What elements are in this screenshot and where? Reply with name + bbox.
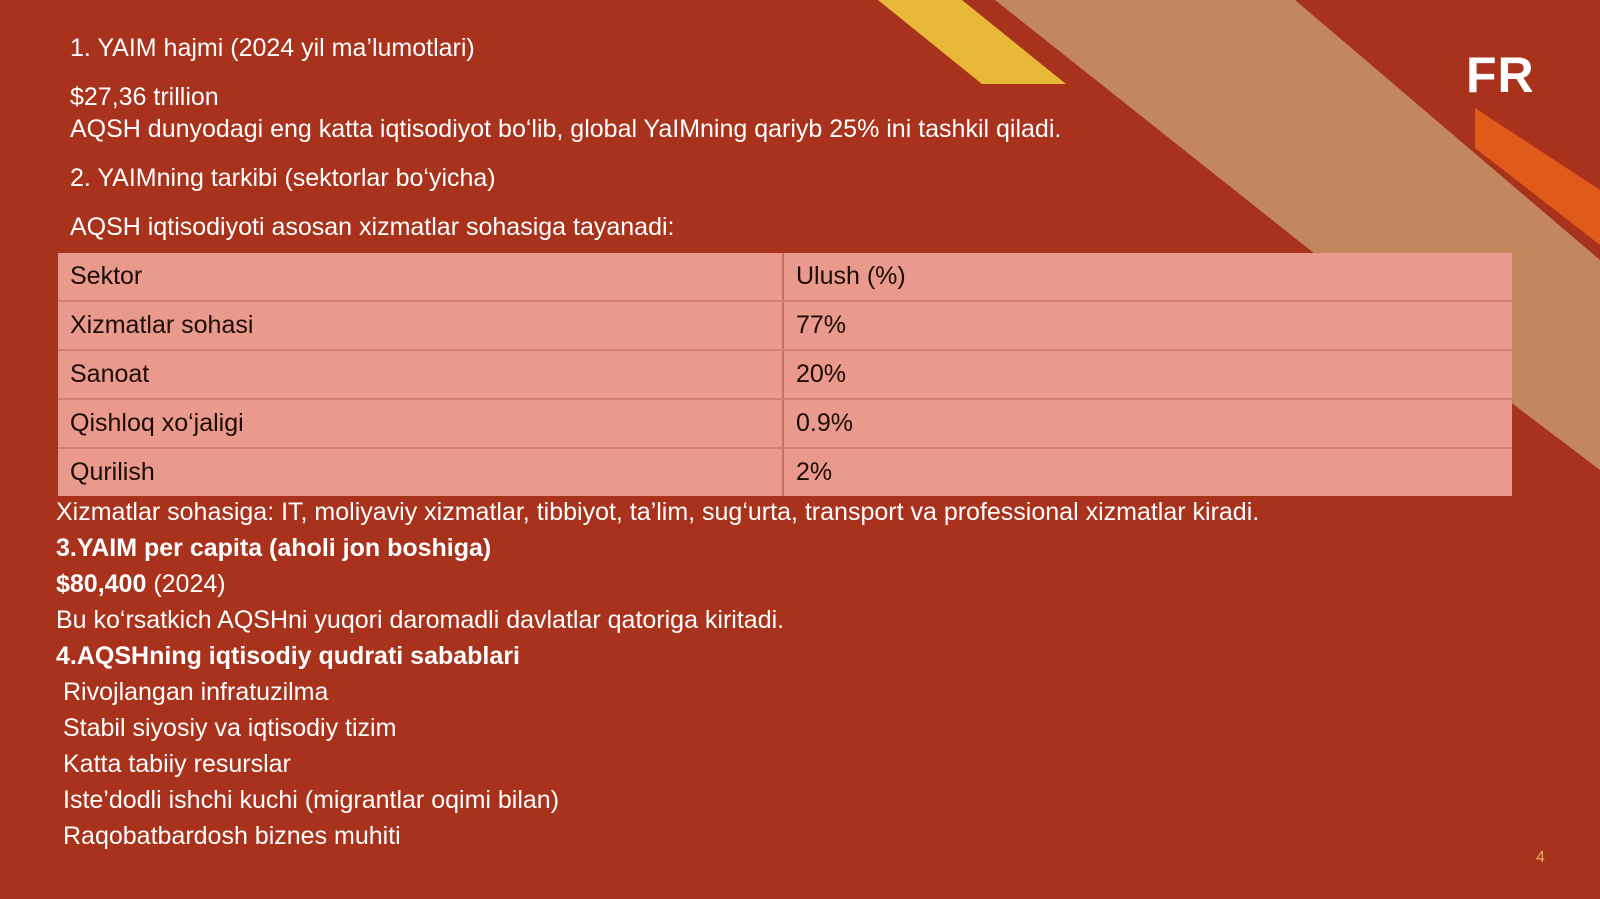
section3-heading: 3.YAIM per capita (aholi jon boshiga) (56, 534, 492, 562)
per-capita-year: (2024) (146, 570, 226, 598)
header-cell-share: Ulush (%) (783, 253, 1512, 301)
per-capita-line (56, 569, 226, 599)
sector-intro: AQSH iqtisodiyoti asosan xizmatlar sohasiga tayanadi: (70, 213, 675, 241)
list-item: Stabil siyosiy va iqtisodiy tizim (63, 714, 397, 742)
brand-logo: FR (1466, 47, 1535, 103)
section1-heading: 1. YAIM hajmi (2024 yil ma’lumotlari) (70, 34, 475, 62)
gdp-total-value: $27,36 trillion (70, 83, 219, 111)
gdp-note: AQSH dunyodagi eng katta iqtisodiyot bo‘lib, global YaIMning qariyb 25% ini tashkil qiladi. (70, 115, 1062, 143)
services-note: Xizmatlar sohasiga: IT, moliyaviy xizmatlar, tibbiyot, ta’lim, sug‘urta, transport va professional xizmatlar kiradi. (56, 498, 1260, 526)
list-item: Iste’dodli ishchi kuchi (migrantlar oqimi bilan) (63, 786, 560, 814)
page-number: 4 (1536, 849, 1545, 866)
header-cell-sector: Sektor (58, 253, 783, 301)
sector-name-cell: Qishloq xo‘jaligi (58, 399, 783, 448)
table-row (58, 301, 1512, 350)
list-item: Katta tabiiy resurslar (63, 750, 291, 778)
table-row (58, 350, 1512, 399)
sector-share-cell: 2% (796, 458, 833, 486)
per-capita-value: $80,400 (56, 570, 147, 598)
sector-share-cell: 77% (783, 301, 1512, 350)
list-item: Rivojlangan infratuzilma (63, 678, 329, 706)
table-row (58, 399, 1512, 448)
list-item: Raqobatbardosh biznes muhiti (63, 822, 401, 850)
sector-name-cell: Qurilish (58, 448, 783, 496)
sector-share-table (58, 253, 1512, 496)
table-row (58, 448, 1512, 496)
per-capita-note: Bu ko‘rsatkich AQSHni yuqori daromadli davlatlar qatoriga kiritadi. (56, 606, 785, 634)
sector-name-cell: Xizmatlar sohasi (58, 301, 783, 350)
sector-share-cell: 0.9% (783, 399, 1512, 448)
sector-name-cell: Sanoat (58, 350, 783, 399)
table-header-row (58, 253, 1512, 301)
section2-heading: 2. YAIMning tarkibi (sektorlar bo‘yicha) (70, 164, 496, 192)
section4-heading: 4.AQSHning iqtisodiy qudrati sabablari (56, 642, 520, 670)
sector-share-cell: 20% (783, 350, 1512, 399)
